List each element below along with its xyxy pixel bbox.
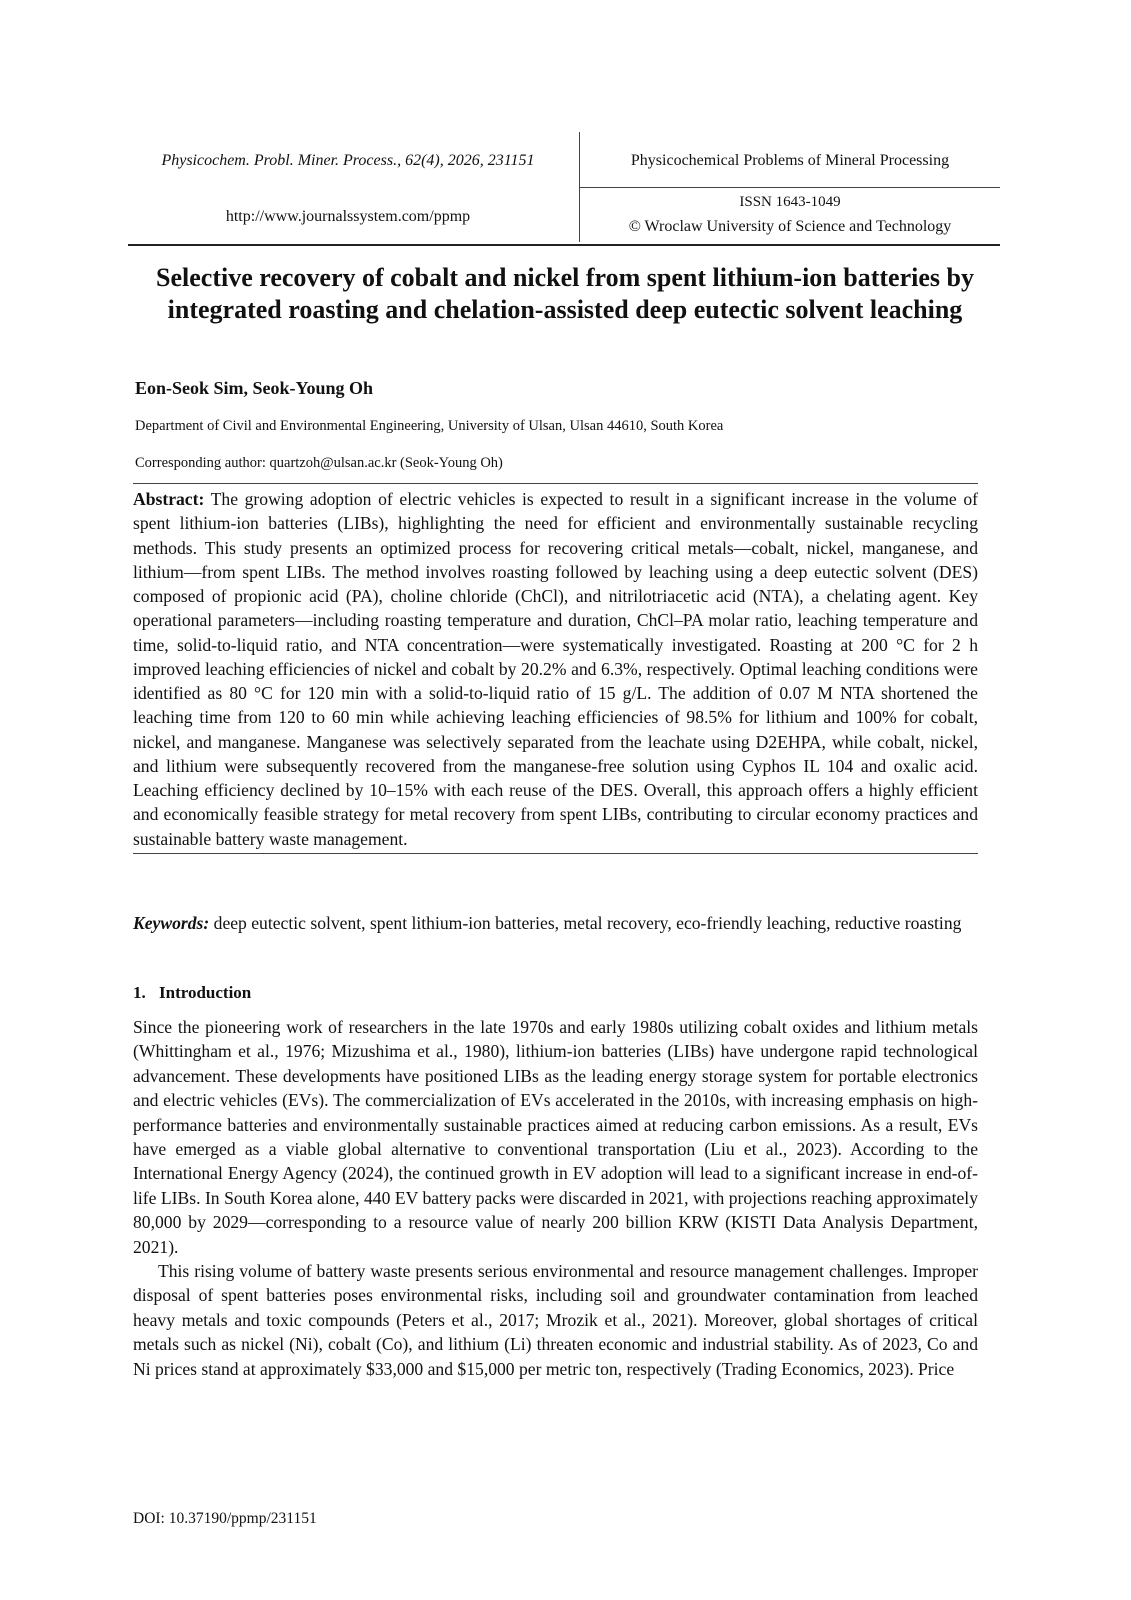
abstract-body: The growing adoption of electric vehicles is expected to result in a significant increase in the volume of spent lithium-ion batteries (LIBs), highlighting the need for efficient and environmentally sustainable recycling methods. This study presents an optimized process for recovering critical metals—cobalt, nickel, manganese, and lithium—from spent LIBs. The method involves roasting followed by leaching using a deep eutectic solvent (DES) composed of propionic acid (PA), choline chloride (ChCl), and nitrilotriacetic acid (NTA), a chelating agent. Key operational parameters—including roasting temperature and duration, ChCl–PA molar ratio, leaching temperature and time, solid-to-liquid ratio, and NTA concentration—were systematically investigated. Roasting at 200 °C for 2 h improved leaching efficiencies of nickel and cobalt by 20.2% and 6.3%, respectively. Optimal leaching conditions were identified as 80 °C for 120 min with a solid-to-liquid ratio of 15 g/L. The addition of 0.07 M NTA shortened the leaching time from 120 to 60 min while achieving leaching efficiencies of 98.5% for lithium and 100% for cobalt, nickel, and manganese. Manganese was selectively separated from the leachate using D2EHPA, while cobalt, nickel, and lithium were subsequently recovered from the manganese-free solution using Cyphos IL 104 and oxalic acid. Leaching efficiency declined by 10–15% with each reuse of the DES. Overall, this approach offers a highly efficient and economically feasible strategy for metal recovery from spent LIBs, contributing to circular economy practices and sustainable battery waste management.	[133, 489, 978, 849]
keywords-label: Keywords:	[133, 913, 210, 933]
author-affiliation: Department of Civil and Environmental Engineering, University of Ulsan, Ulsan 44610, South Korea	[135, 418, 724, 434]
doi-footer[interactable]: DOI: 10.37190/ppmp/231151	[133, 1510, 317, 1527]
journal-citation: Physicochem. Probl. Miner. Process., 62(4), 2026, 231151	[161, 152, 535, 169]
intro-paragraph-1: Since the pioneering work of researchers in the late 1970s and early 1980s utilizing cobalt oxides and lithium metals (Whittingham et al., 1976; Mizushima et al., 1980), lithium-ion batteries (LIBs) have undergone rapid technological advancement. These developments have positioned LIBs as the leading energy storage system for portable electronics and electric vehicles (EVs). The commercialization of EVs accelerated in the 2010s, with increasing emphasis on high-performance batteries and environmentally sustainable practices aimed at reducing carbon emissions. As a result, EVs have emerged as a viable global alternative to conventional transportation (Liu et al., 2023). According to the International Energy Agency (2024), the continued growth in EV adoption will lead to a significant increase in end-of-life LIBs. In South Korea alone, 440 EV battery packs were discarded in 2021, with projections reaching approximately 80,000 by 2029—corresponding to a resource value of nearly 200 billion KRW (KISTI Data Analysis Department, 2021).	[133, 1017, 978, 1257]
keywords-list: deep eutectic solvent, spent lithium-ion batteries, metal recovery, eco-friendly leaching, reductive roasting	[213, 913, 962, 933]
introduction-body	[133, 1015, 978, 1381]
section-heading-introduction	[133, 983, 251, 1003]
abstract-paragraph	[133, 487, 978, 851]
header-left-cell	[128, 132, 579, 244]
header-rule	[580, 187, 1000, 188]
section-title: Introduction	[159, 983, 252, 1002]
header-right-cell	[580, 132, 1000, 244]
section-number: 1.	[133, 983, 146, 1002]
corresponding-author: Corresponding author: quartzoh@ulsan.ac.kr (Seok-Young Oh)	[135, 455, 503, 471]
journal-url[interactable]: http://www.journalssystem.com/ppmp	[225, 208, 471, 225]
journal-issn: ISSN 1643-1049	[739, 194, 841, 210]
article-title: Selective recovery of cobalt and nickel from spent lithium-ion batteries by integrated roasting and chelation-assisted deep eutectic solvent leaching	[156, 263, 974, 324]
keywords-paragraph	[133, 911, 978, 936]
article-authors: Eon-Seok Sim, Seok-Young Oh	[135, 378, 374, 398]
journal-header	[128, 132, 1000, 246]
journal-name: Physicochemical Problems of Mineral Processing	[630, 152, 950, 169]
journal-copyright: © Wroclaw University of Science and Technology	[628, 218, 952, 235]
abstract-section	[133, 483, 978, 854]
abstract-label: Abstract:	[133, 489, 205, 509]
intro-paragraph-2: This rising volume of battery waste presents serious environmental and resource management challenges. Improper disposal of spent batteries poses environmental risks, including soil and groundwater contamination from leached heavy metals and toxic compounds (Peters et al., 2017; Mrozik et al., 2021). Moreover, global shortages of critical metals such as nickel (Ni), cobalt (Co), and lithium (Li) threaten economic and industrial stability. As of 2023, Co and Ni prices stand at approximately $33,000 and $15,000 per metric ton, respectively (Trading Economics, 2023). Price	[133, 1261, 978, 1379]
